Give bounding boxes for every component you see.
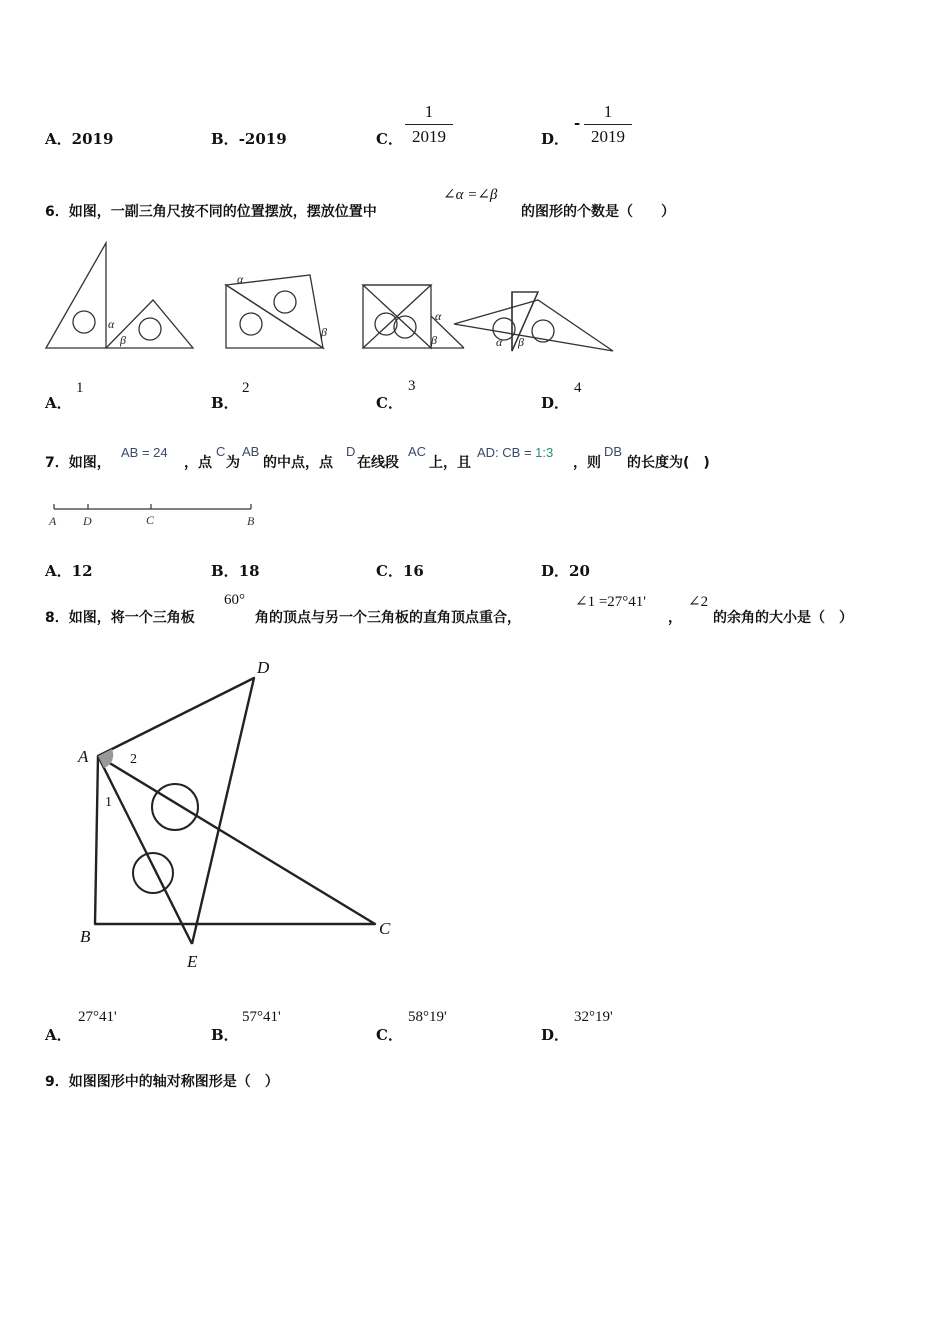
alpha-label: α xyxy=(496,335,503,349)
option-letter: C． xyxy=(376,562,403,580)
option-letter: A． xyxy=(45,394,72,412)
q8-option-c-value: 58°19' xyxy=(408,1009,447,1025)
point-label-d: D xyxy=(83,514,92,528)
q8-formula-angle1: ∠1 =27°41' xyxy=(575,594,646,610)
q8-figure xyxy=(60,650,410,980)
option-letter: C． xyxy=(376,1026,403,1044)
q7-formula-d: D xyxy=(346,444,356,459)
q5-option-b[interactable] xyxy=(211,128,287,149)
fraction-numerator: 1 xyxy=(405,102,453,125)
angle-label-1: 1 xyxy=(105,795,112,810)
q7-segment-figure xyxy=(44,500,264,532)
beta-label: β xyxy=(431,333,437,347)
option-value: 20 xyxy=(569,562,590,580)
option-value: 12 xyxy=(71,562,93,580)
q6-option-d-value: 4 xyxy=(574,380,582,396)
q8-option-d-value: 32°19' xyxy=(574,1009,613,1025)
option-letter: A． xyxy=(45,562,72,580)
q7-option-c[interactable] xyxy=(376,560,424,581)
q7-formula-c: C xyxy=(216,444,226,459)
q8-p2: 角的顶点与另一个三角板的直角顶点重合， xyxy=(255,610,521,626)
option-value: 18 xyxy=(238,562,260,580)
q7-p5: 在线段 xyxy=(357,455,399,471)
point-label-c: C xyxy=(379,919,391,938)
option-letter: B． xyxy=(211,130,239,148)
option-letter: D． xyxy=(541,1026,570,1044)
q6-option-b[interactable] xyxy=(211,392,239,413)
alpha-label: α xyxy=(108,317,115,331)
q8-p3: ， xyxy=(668,610,682,626)
q5-option-d-minus: - xyxy=(574,114,581,132)
q8-p4: 的余角的大小是（ ） xyxy=(713,610,853,626)
q6-stem xyxy=(45,201,377,221)
point-label-c: C xyxy=(146,513,155,527)
ratio-left: AD: CB = xyxy=(477,445,536,460)
ratio-right: 1:3 xyxy=(535,445,554,460)
q6-text-before: 6．如图，一副三角尺按不同的位置摆放，摆放位置中 xyxy=(45,204,377,220)
point-label-b: B xyxy=(247,514,255,528)
option-letter: A． xyxy=(45,130,72,148)
q8-option-b-value: 57°41' xyxy=(242,1009,281,1025)
q7-formula-ab: AB = 24 xyxy=(121,445,168,460)
q7-p8: 的长度为( ) xyxy=(627,455,710,471)
option-letter: B． xyxy=(211,1026,239,1044)
q8-option-a-value: 27°41' xyxy=(78,1009,117,1025)
point-label-a: A xyxy=(78,747,89,766)
q8-p1: 8．如图，将一个三角板 xyxy=(45,610,195,626)
q7-formula-db: DB xyxy=(604,444,623,459)
q7-option-b[interactable] xyxy=(211,560,260,581)
q6-option-b-value: 2 xyxy=(242,380,250,396)
q7-option-d[interactable] xyxy=(541,560,590,581)
q7-p6: 上，且 xyxy=(429,455,471,471)
option-letter: B． xyxy=(211,562,239,580)
q5-option-c[interactable] xyxy=(376,128,403,149)
q7-p1: 7．如图， xyxy=(45,455,111,471)
q6-figure-d xyxy=(454,292,613,351)
q6-figures xyxy=(40,238,620,358)
option-letter: C． xyxy=(376,130,403,148)
alpha-label: α xyxy=(237,272,244,286)
q6-option-a[interactable] xyxy=(45,392,72,413)
alpha-label: α xyxy=(435,309,442,323)
q8-option-b[interactable] xyxy=(211,1024,239,1045)
q8-formula-60: 60° xyxy=(224,592,245,608)
q6-figure-c xyxy=(363,285,464,348)
q5-option-c-fraction xyxy=(405,102,453,147)
point-label-b: B xyxy=(80,927,91,946)
angle-label-2: 2 xyxy=(130,752,137,767)
q8-option-a[interactable] xyxy=(45,1024,72,1045)
q7-p2: ，点 xyxy=(184,455,212,471)
q7-formula-ac: AC xyxy=(408,444,427,459)
q6-option-d[interactable] xyxy=(541,392,569,413)
fraction-denominator: 2019 xyxy=(412,127,446,146)
q7-p7: ，则 xyxy=(573,455,601,471)
option-letter: D． xyxy=(541,130,570,148)
beta-label: β xyxy=(321,325,327,339)
fraction-denominator: 2019 xyxy=(591,127,625,146)
q9-stem: 9．如图图形中的轴对称图形是（ ） xyxy=(45,1074,279,1090)
option-letter: C． xyxy=(376,394,403,412)
q6-formula: ∠α =∠β xyxy=(443,187,498,203)
option-letter: D． xyxy=(541,562,570,580)
point-label-e: E xyxy=(187,952,198,971)
q8-option-c[interactable] xyxy=(376,1024,403,1045)
point-label-d: D xyxy=(257,658,270,677)
option-letter: D． xyxy=(541,394,570,412)
option-value: -2019 xyxy=(238,130,287,148)
beta-label: β xyxy=(120,333,126,347)
q8-formula-angle2: ∠2 xyxy=(688,594,709,610)
option-value: 16 xyxy=(402,562,424,580)
point-label-a: A xyxy=(49,514,57,528)
option-letter: A． xyxy=(45,1026,72,1044)
q6-option-c-value: 3 xyxy=(408,378,416,394)
q5-option-d[interactable] xyxy=(541,128,569,149)
option-letter: B． xyxy=(211,394,239,412)
q6-option-c[interactable] xyxy=(376,392,403,413)
q7-p3: 为 xyxy=(226,455,240,471)
q6-text-after: 的图形的个数是（ ） xyxy=(521,204,675,220)
fraction-numerator: 1 xyxy=(584,102,632,125)
q7-formula-ab2: AB xyxy=(242,444,260,459)
q7-option-a[interactable] xyxy=(45,560,93,581)
q7-formula-ratio xyxy=(477,445,553,460)
q5-option-d-fraction xyxy=(584,102,632,147)
q5-option-a[interactable] xyxy=(45,128,113,149)
beta-label: β xyxy=(518,335,524,349)
q6-option-a-value: 1 xyxy=(76,380,84,396)
option-value: 2019 xyxy=(71,130,114,148)
q7-p4: 的中点，点 xyxy=(263,455,333,471)
q8-option-d[interactable] xyxy=(541,1024,569,1045)
